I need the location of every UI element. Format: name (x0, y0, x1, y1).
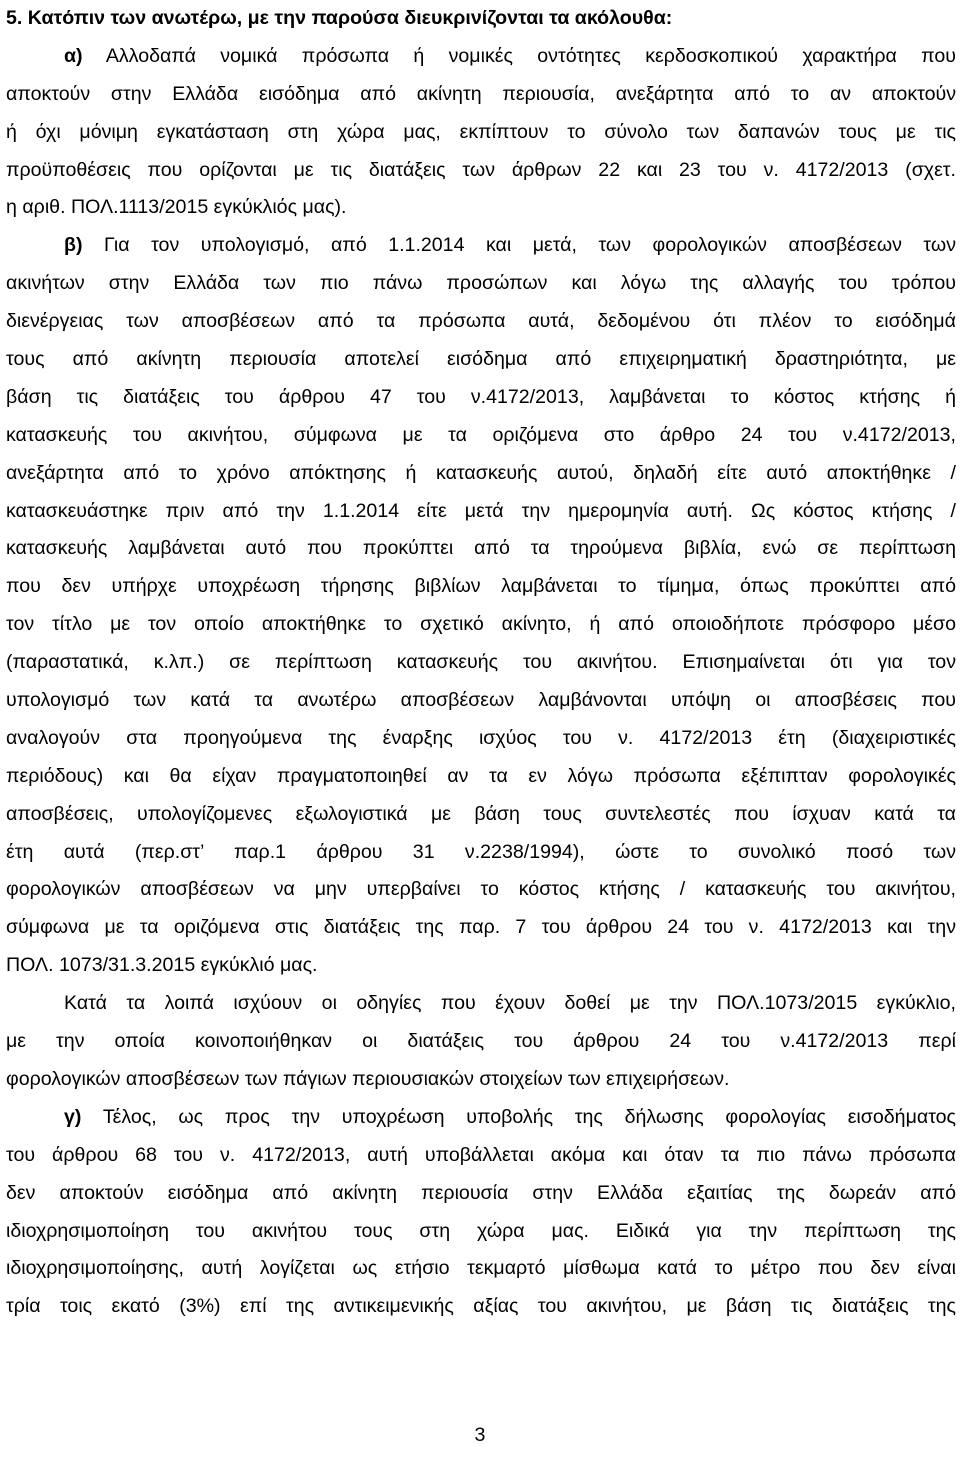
line-text: αποκτούν στην Ελλάδα εισόδημα από ακίνητη περιουσία, ανεξάρτητα από το αν αποκτούν (6, 82, 956, 105)
paragraph-a-line (6, 38, 956, 76)
paragraph-a-line (6, 76, 956, 114)
paragraph-b-line (6, 568, 956, 606)
paragraph-b-line (6, 530, 956, 568)
paragraph-b-line (6, 758, 956, 796)
paragraph-a-line (6, 152, 956, 190)
paragraph-b-line (6, 909, 956, 947)
paragraph-b-line (6, 834, 956, 872)
paragraph-c-line (6, 1175, 956, 1213)
line-text: ΠΟΛ. 1073/31.3.2015 εγκύκλιό μας. (6, 954, 318, 977)
paragraph-c-line (6, 1137, 956, 1175)
line-text: δεν αποκτούν εισόδημα από ακίνητη περιουσία στην Ελλάδα εξαιτίας της δωρεάν από (6, 1181, 956, 1204)
section-heading (6, 0, 956, 38)
line-text: κατασκευής λαμβάνεται αυτό που προκύπτει από τα τηρούμενα βιβλία, ενώ σε περίπτωση (6, 537, 956, 560)
section-heading-text: 5. Κατόπιν των ανωτέρω, με την παρούσα διευκρινίζονται τα ακόλουθα: (6, 7, 673, 29)
paragraph-a-line (6, 114, 956, 152)
paragraph-b-line (6, 493, 956, 531)
line-text: ιδιοχρησιμοποίησης, αυτή λογίζεται ως ετήσιο τεκμαρτό μίσθωμα κατά το μέτρο που δεν είναι (6, 1257, 956, 1280)
line-text: βάση τις διατάξεις του άρθρου 47 του ν.4172/2013, λαμβάνεται το κόστος κτήσης ή (6, 385, 956, 408)
line-text: η αριθ. ΠΟΛ.1113/2015 εγκύκλιός μας). (6, 196, 347, 219)
paragraph-rest-line (6, 1023, 956, 1061)
line-text: διενέργειας των αποσβέσεων από τα πρόσωπα αυτά, δεδομένου ότι πλέον το εισόδημά (6, 310, 956, 333)
item-label-b: β) (64, 234, 83, 257)
line-text: (παραστατικά, κ.λπ.) σε περίπτωση κατασκευής του ακινήτου. Επισημαίνεται ότι για τον (6, 651, 956, 674)
line-text: τρία τοις εκατό (3%) επί της αντικειμενικής αξίας του ακινήτου, με βάση τις διατάξεις της (6, 1295, 956, 1318)
paragraph-b-line (6, 644, 956, 682)
line-text: Αλλοδαπά νομικά πρόσωπα ή νομικές οντότητες κερδοσκοπικού χαρακτήρα που (82, 44, 956, 67)
paragraph-c-line (6, 1213, 956, 1251)
line-text: ακινήτων στην Ελλάδα των πιο πάνω προσώπων και λόγω της αλλαγής του τρόπου (6, 272, 956, 295)
line-text: προϋποθέσεις που ορίζονται με τις διατάξεις των άρθρων 22 και 23 του ν. 4172/2013 (σχετ. (6, 158, 956, 181)
paragraph-b-line (6, 341, 956, 379)
paragraph-b-line (6, 227, 956, 265)
line-text: ιδιοχρησιμοποίηση του ακινήτου τους στη χώρα μας. Ειδικά για την περίπτωση της (6, 1219, 956, 1242)
line-text: περιόδους) και θα είχαν πραγματοποιηθεί αν τα εν λόγω πρόσωπα εξέπιπταν φορολογικές (6, 764, 956, 787)
paragraph-rest-line (6, 985, 956, 1023)
line-text: κατασκευής του ακινήτου, σύμφωνα με τα οριζόμενα στο άρθρο 24 του ν.4172/2013, (6, 423, 956, 446)
line-text: ή όχι μόνιμη εγκατάσταση στη χώρα μας, εκπίπτουν το σύνολο των δαπανών τους με τις (6, 120, 956, 143)
line-text: τον τίτλο με τον οποίο αποκτήθηκε το σχετικό ακίνητο, ή από οποιοδήποτε πρόσφορο μέσο (6, 613, 956, 636)
line-text: κατασκευάστηκε πριν από την 1.1.2014 είτε μετά την ημερομηνία αυτή. Ως κόστος κτήσης / (6, 499, 956, 522)
line-text: αναλογούν στα προηγούμενα της έναρξης ισχύος του ν. 4172/2013 έτη (διαχειριστικές (6, 726, 956, 749)
paragraph-c-line (6, 1099, 956, 1137)
line-text: τους από ακίνητη περιουσία αποτελεί εισόδημα από επιχειρηματική δραστηριότητα, με (6, 348, 956, 371)
line-text: ανεξάρτητα από το χρόνο απόκτησης ή κατασκευής αυτού, δηλαδή είτε αυτό αποκτήθηκε / (6, 461, 956, 484)
paragraph-b-line (6, 606, 956, 644)
line-text: Κατά τα λοιπά ισχύουν οι οδηγίες που έχουν δοθεί με την ΠΟΛ.1073/2015 εγκύκλιο, (64, 992, 956, 1015)
paragraph-b-line (6, 796, 956, 834)
paragraph-b-line (6, 682, 956, 720)
line-text: αποσβέσεις, υπολογίζομενες εξωλογιστικά με βάση τους συντελεστές που ίσχυαν κατά τα (6, 802, 956, 825)
line-text: Τέλος, ως προς την υποχρέωση υποβολής της δήλωσης φορολογίας εισοδήματος (81, 1105, 956, 1128)
document-body (6, 0, 956, 1326)
paragraph-b-line (6, 720, 956, 758)
paragraph-b-line (6, 871, 956, 909)
line-text: Για τον υπολογισμό, από 1.1.2014 και μετά, των φορολογικών αποσβέσεων των (82, 234, 956, 257)
paragraph-b-line (6, 379, 956, 417)
line-text: υπολογισμό των κατά τα ανωτέρω αποσβέσεων λαμβάνονται υπόψη οι αποσβέσεις που (6, 689, 956, 712)
paragraph-c-line (6, 1250, 956, 1288)
page-number: 3 (474, 1424, 486, 1446)
paragraph-b-line (6, 455, 956, 493)
paragraph-b-line (6, 303, 956, 341)
line-text: φορολογικών αποσβέσεων να μην υπερβαίνει το κόστος κτήσης / κατασκευής του ακινήτου, (6, 878, 956, 901)
line-text: του άρθρου 68 του ν. 4172/2013, αυτή υποβάλλεται ακόμα και όταν τα πιο πάνω πρόσωπα (6, 1143, 956, 1166)
line-text: που δεν υπήρχε υποχρέωση τήρησης βιβλίων λαμβάνεται το τίμημα, όπως προκύπτει από (6, 575, 956, 598)
paragraph-rest-line (6, 1061, 956, 1099)
paragraph-b-line (6, 417, 956, 455)
item-label-a: α) (64, 44, 83, 67)
paragraph-b-line (6, 265, 956, 303)
line-text: σύμφωνα με τα οριζόμενα στις διατάξεις της παρ. 7 του άρθρου 24 του ν. 4172/2013 και την (6, 916, 956, 939)
item-label-c: γ) (64, 1105, 82, 1128)
paragraph-b-line (6, 947, 956, 985)
line-text: με την οποία κοινοποιήθηκαν οι διατάξεις του άρθρου 24 του ν.4172/2013 περί (6, 1030, 956, 1053)
paragraph-a-line (6, 189, 956, 227)
line-text: έτη αυτά (περ.στ’ παρ.1 άρθρου 31 ν.2238/1994), ώστε το συνολικό ποσό των (6, 840, 956, 863)
line-text: φορολογικών αποσβέσεων των πάγιων περιουσιακών στοιχείων των επιχειρήσεων. (6, 1067, 730, 1090)
paragraph-c-line (6, 1288, 956, 1326)
